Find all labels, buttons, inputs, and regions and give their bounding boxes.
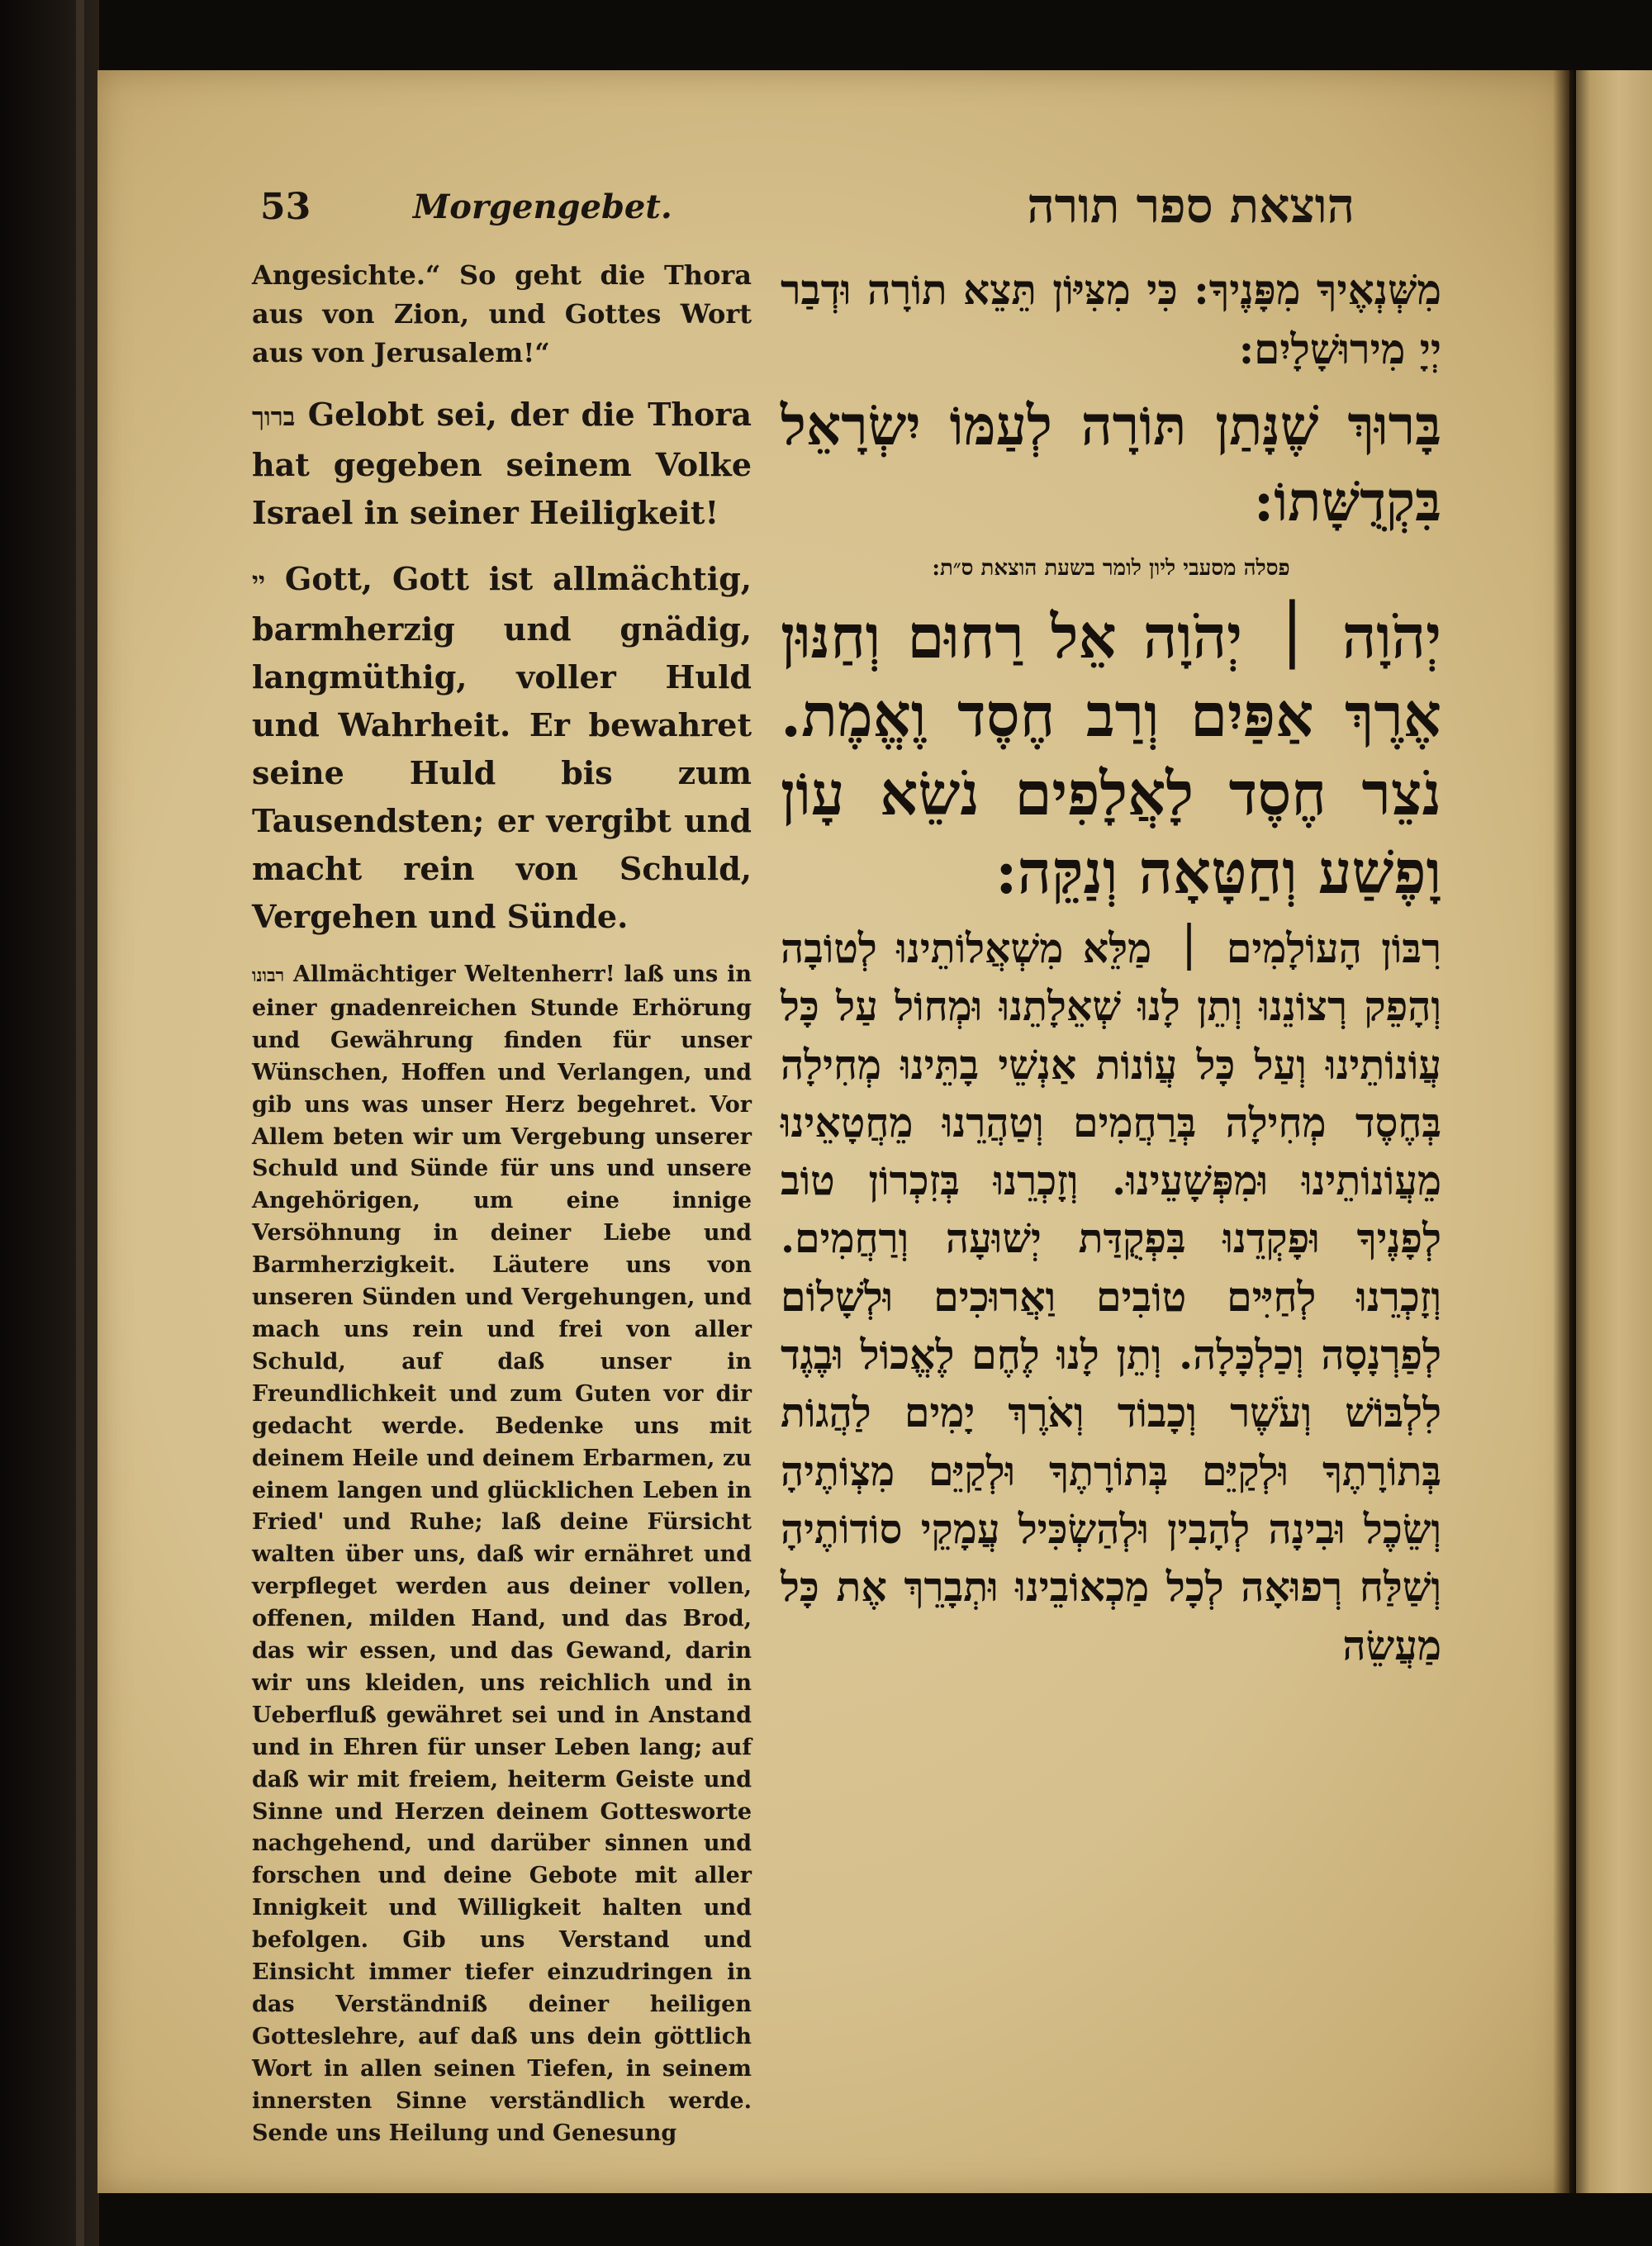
hebrew-rubric-note: פסלה מסעבי ליון לומר בשעת הוצאת ס״ת: (932, 556, 1290, 581)
page-gutter (1553, 70, 1576, 2193)
hebrew-verse-1: מִשְּׁנְאֶיךָ מִפָּנֶיךָ: כִּי מִצִּיּוֹן תֵּצֵא תוֹרָה וּדְבַר יְיָ מִירוּשָׁלָיִם: (781, 265, 1441, 373)
page-number: 53 (260, 186, 311, 228)
hebrew-prayer-ribono-start: רִבּוֹן הָעוֹלָמִים (1226, 924, 1442, 972)
hebrew-cue-word: רבונו (252, 966, 285, 986)
hebrew-cue-word: יי (252, 567, 265, 596)
hebrew-text-column (781, 260, 1441, 1683)
hebrew-prayer-ribono-text: מַלֵּא מִשְׁאֲלוֹתֵינוּ לְטוֹבָה וְהָפֵק רְצוֹנֵנוּ וְתֵן לָנוּ שְׁאֵלָתֵנוּ וּמְחוֹל עַל כָּל עֲוֹנוֹתֵינוּ וְעַל כָּל עֲוֹנוֹת אַנְשֵׁי בָתֵּינוּ מְחִילָה בְּחֶסֶד מְחִילָה בְּרַחֲמִים וְטַהֲרֵנוּ מֵחֲטָאֵינוּ מֵעֲוֹנוֹתֵינוּ וּמִפְּשָׁעֵינוּ. וְזָכְרֵנוּ בְּזִכְרוֹן טוֹב לְפָנֶיךָ וּפָקְדֵנוּ בִּפְקֻדַּת יְשׁוּעָה וְרַחֲמִים. וְזָכְרֵנוּ לְחַיִּים טוֹבִים וַאֲרוּכִים וּלְשָׁלוֹם לְפַרְנָסָה וְכַלְכָּלָה. וְתֵן לָנוּ לֶחֶם לֶאֱכוֹל וּבֶגֶד לִלְבּוֹשׁ וְעֹשֶׁר וְכָבוֹד וְאֹרֶךְ יָמִים לַהֲגוֹת בְּתוֹרָתֶךָ וּלְקַיֵּם בְּתוֹרָתֶךָ וּלְקַיֵּם מִצְוֹתֶיהָ וְשֵׂכֶל וּבִינָה לְהָבִין וּלְהַשְׂכִּיל עֲמָקֵי סוֹדוֹתֶיהָ וְשַׁלַּח רְפוּאָה לְכָל מַכְאוֹבֵינוּ וּתְבָרֵךְ אֶת כָּל מַעֲשֵׂה (781, 924, 1441, 1669)
binding-edge (76, 0, 84, 2246)
german-paragraph-2-text: Gelobt sei, der die Thora hat gegeben seinem Volke Israel in seiner Heiligkeit! (252, 396, 752, 531)
german-paragraph-3 (252, 555, 752, 941)
hebrew-cue-word: ברוך (252, 402, 296, 432)
paseq-divider: ׀ (1275, 601, 1309, 672)
hebrew-blessing: בָּרוּךְ שֶׁנָּתַן תּוֹרָה לְעַמּוֹ יִשְׂרָאֵל בִּקְדֻשָּׁתוֹ: (781, 393, 1441, 534)
german-paragraph-4-text: Allmächtiger Weltenherr! laß uns in einer gnadenreichen Stunde Erhörung und Gewährung finden für unser Wünschen, Hoffen und Verlangen, und gib uns was unser Herz begehret. Vor Allem beten wir um Vergebung unserer Schuld und Sünde für uns und unsere Angehörigen, um eine innige Versöhnung in deiner Liebe und Barmherzigkeit. Läutere uns von unseren Sünden und Vergehungen, und mach uns rein und frei von aller Schuld, auf daß unser in Freundlichkeit und zum Guten vor dir gedacht werde. Bedenke uns mit deinem Heile und deinem Erbarmen, zu einem langen und glücklichen Leben in Fried' und Ruhe; laß deine Fürsicht walten über uns, daß wir ernähret und verpfleget werden aus deiner vollen, offenen, milden Hand, und das Brod, das wir essen, und das Gewand, darin wir uns kleiden, uns reichlich und in Ueberfluß gewähret sei und in Anstand und in Ehren für unser Leben lang; auf daß wir mit freiem, heiterm Geiste und Sinne und Herzen deinem Gottesworte nachgehend, und darüber sinnen und forschen und deine Gebote mit aller Innigkeit und Willigkeit halten und befolgen. Gib uns Verstand und Einsicht immer tiefer einzudringen in das Verständniß deiner heiligen Gotteslehre, auf daß uns dein göttlich Wort in allen seinen Tiefen, in seinem innersten Sinne verständlich werde. Sende uns Heilung und Genesung (252, 962, 752, 2146)
german-paragraph-1: Angesichte.“ So geht die Thora aus von Zion, und Gottes Wort aus von Jerusalem!“ (252, 259, 752, 368)
book-binding-left (0, 0, 99, 2246)
paseq-divider: ׀ (1177, 924, 1201, 972)
hebrew-thirteen-attributes-start: יְהֹוָה (1341, 601, 1441, 672)
german-paragraph-4 (252, 959, 752, 2150)
running-header (248, 178, 1355, 252)
header-title-german: Morgengebet. (413, 188, 672, 226)
german-paragraph-3-text: Gott, Gott ist allmächtig, barmherzig und gnädig, langmüthig, voller Huld und Wahrheit. Er bewahret seine Huld bis zum Tausendsten; er vergibt und macht rein von Schuld, Vergehen und Sünde. (252, 560, 752, 935)
next-page-edge (1569, 70, 1652, 2193)
hebrew-thirteen-attributes (781, 597, 1441, 911)
german-paragraph-2 (252, 391, 752, 537)
hebrew-thirteen-attributes-text: יְהֹוָה אֵל רַחוּם וְחַנּוּן אֶרֶךְ אַפַּיִם וְרַב חֶסֶד וֶאֱמֶת. נֹצֵר חֶסֶד לָאֲלָפִים נֹשֵׂא עָוֹן וָפֶשַׁע וְחַטָּאָה וְנַקֵּה: (781, 601, 1441, 907)
hebrew-prayer-ribono (781, 919, 1441, 1674)
header-title-hebrew: הוצאת ספר תורה (1027, 178, 1355, 234)
german-translation-column (252, 256, 752, 2168)
